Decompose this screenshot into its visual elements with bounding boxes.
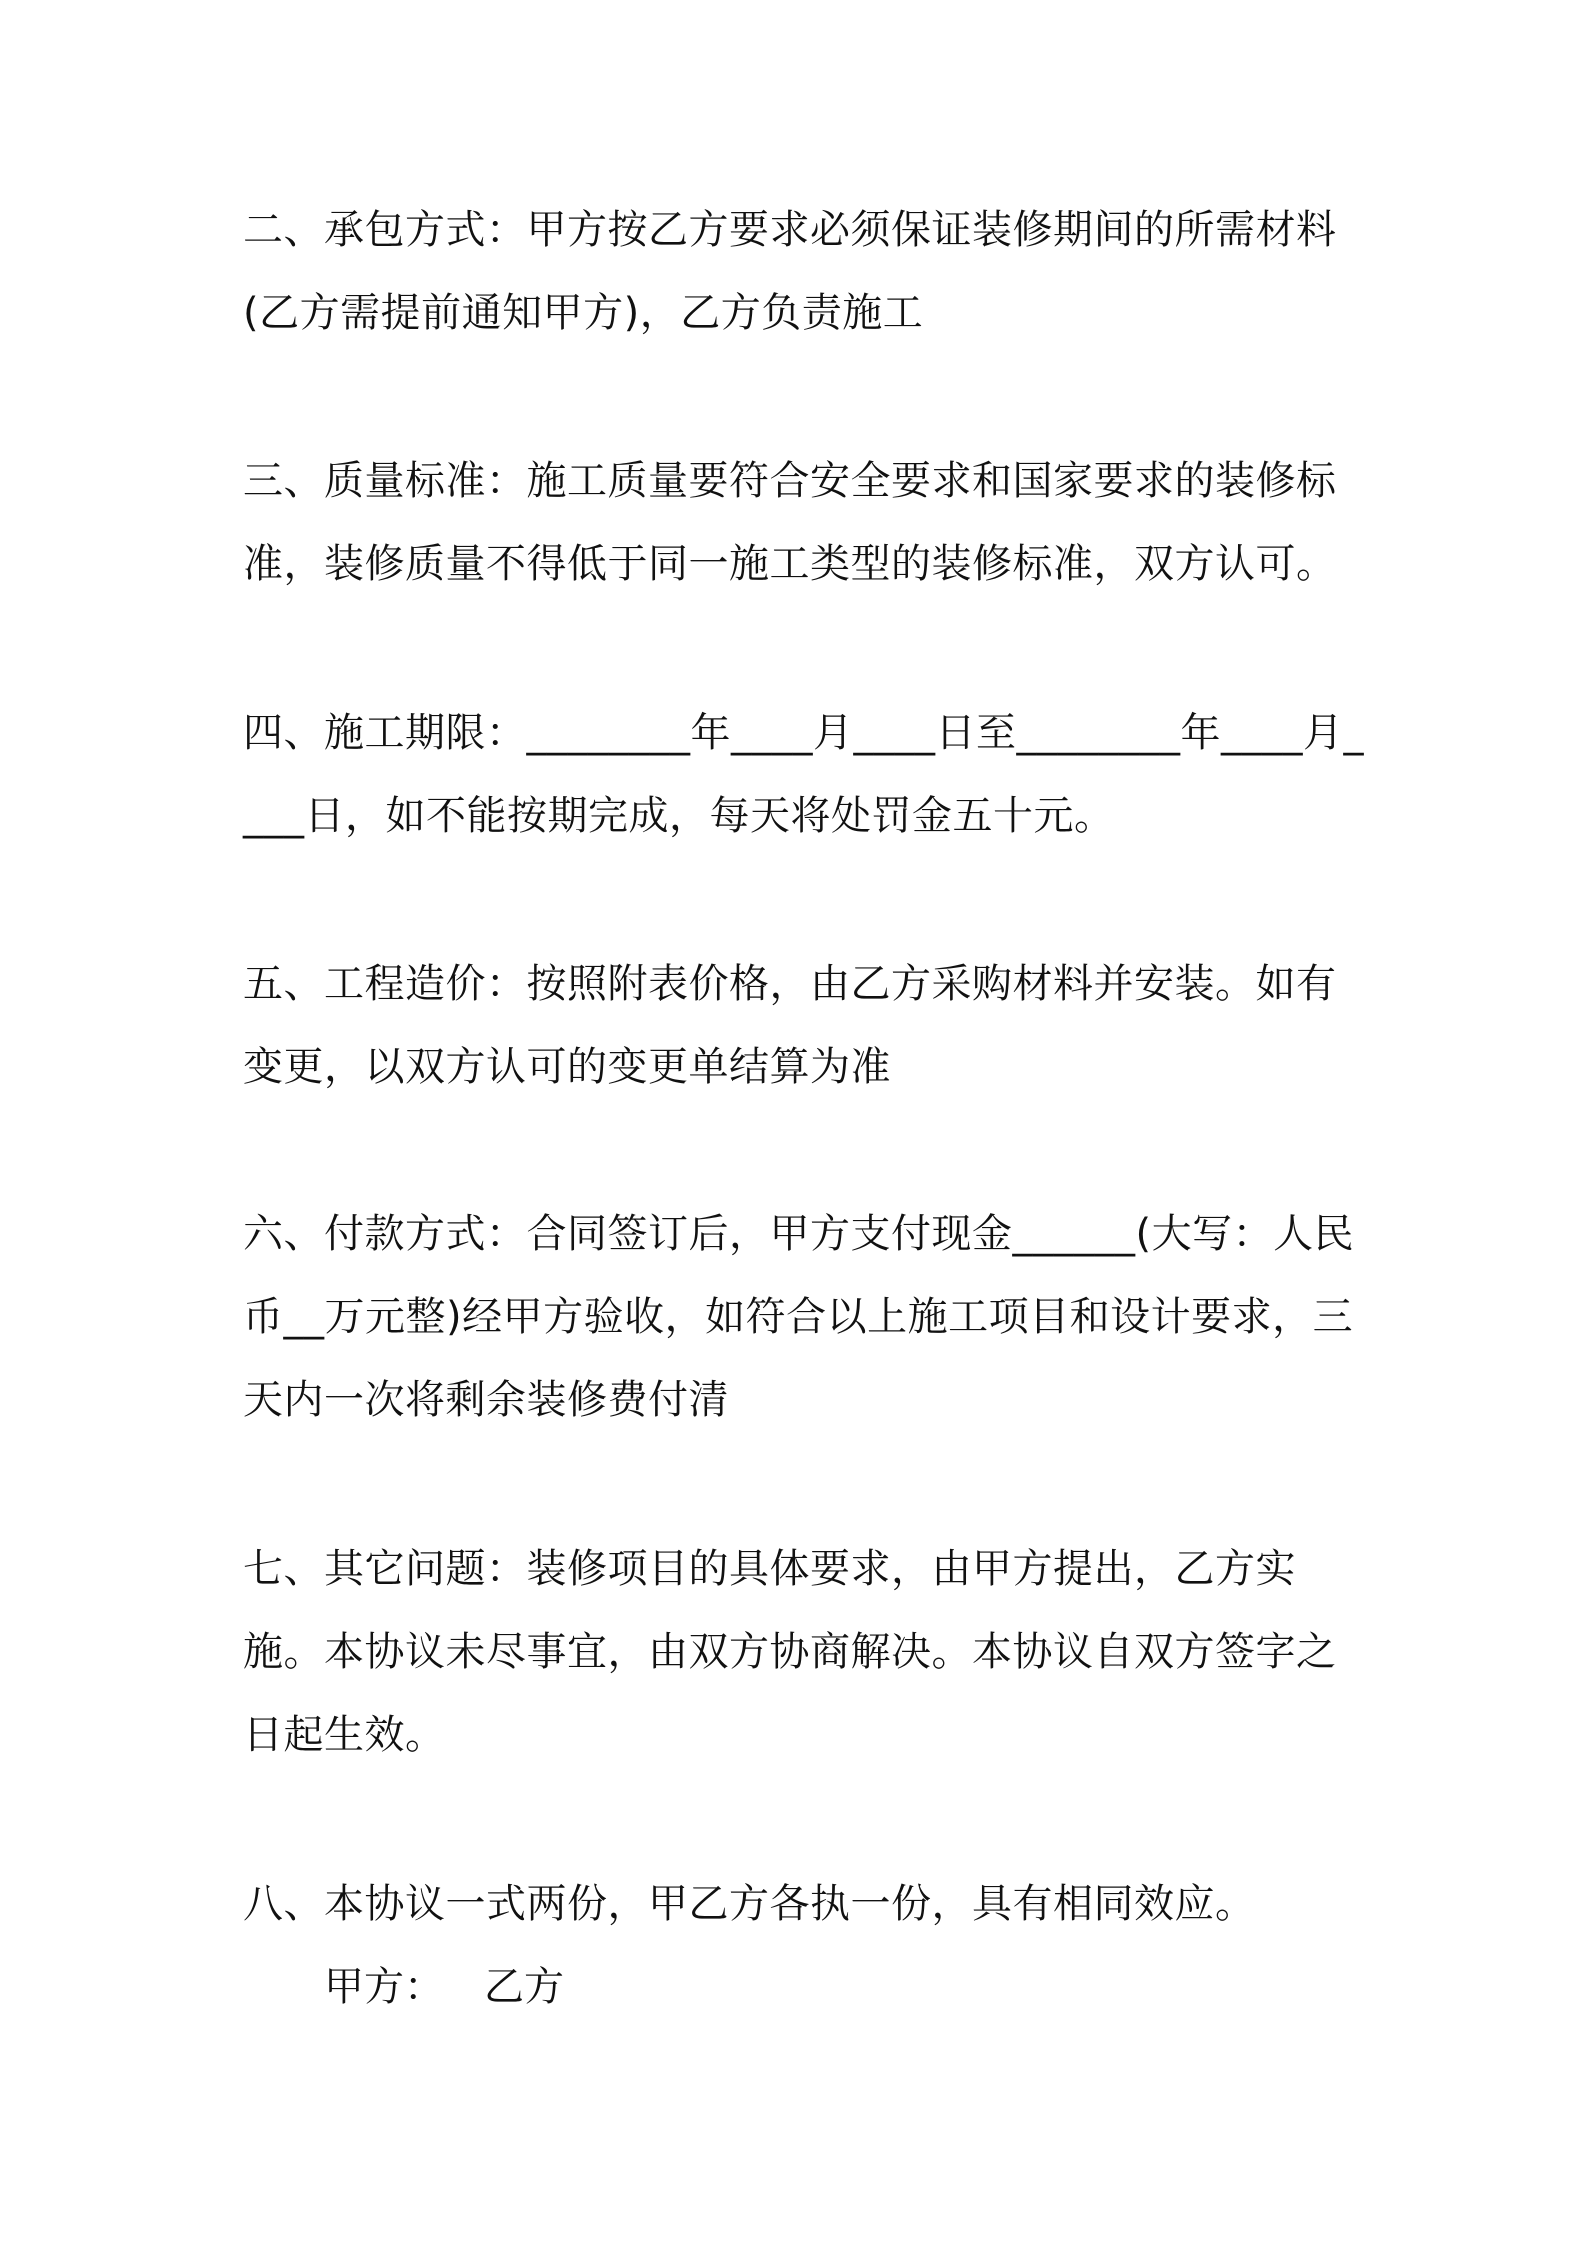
clause-payment-method: 六、付款方式：合同签订后，甲方支付现金______(大写：人民币__万元整)经甲方验收，如符合以上施工项目和设计要求，三天内一次将剩余装修费付清 (243, 1211, 1355, 1423)
clause-other-issues: 七、其它问题：装修项目的具体要求，由甲方提出，乙方实施。本协议未尽事宜，由双方协商解决。本协议自双方签字之日起生效。 (243, 1546, 1337, 1758)
clause-project-cost: 五、工程造价：按照附表价格，由乙方采购材料并安装。如有变更，以双方认可的变更单结算为准 (243, 961, 1337, 1090)
clause-contracting-method: 二、承包方式：甲方按乙方要求必须保证装修期间的所需材料(乙方需提前通知甲方)，乙方负责施工 (243, 207, 1337, 336)
party-a-label: 甲方： (324, 1964, 444, 2010)
clause-quality-standard: 三、质量标准：施工质量要符合安全要求和国家要求的装修标准，装修质量不得低于同一施工类型的装修标准，双方认可。 (243, 458, 1337, 587)
party-b-label: 乙方 (484, 1964, 564, 2010)
clause-construction-period: 四、施工期限：________年____月____日至________年____月____日，如不能按期完成，每天将处罚金五十元。 (243, 710, 1364, 839)
signature-block (324, 1946, 564, 2029)
clause-copies: 八、本协议一式两份，甲乙方各执一份，具有相同效应。 (243, 1881, 1256, 1927)
